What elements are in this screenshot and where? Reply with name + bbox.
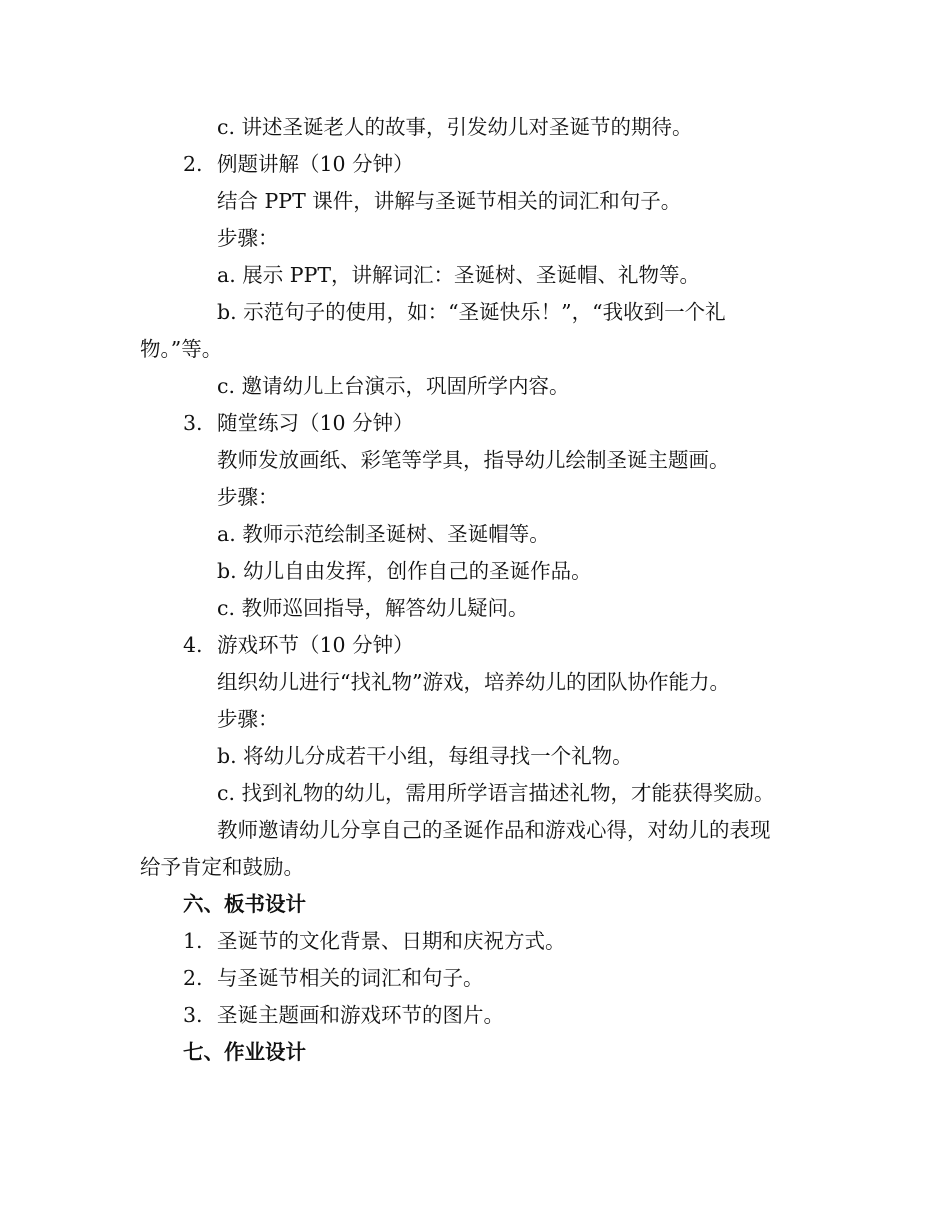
list-number: 2. bbox=[183, 966, 203, 990]
step-b-free-creation: b. 幼儿自由发挥，创作自己的圣诞作品。 bbox=[217, 559, 592, 583]
paragraph-ppt-explanation: 结合 PPT 课件，讲解与圣诞节相关的词汇和句子。 bbox=[217, 189, 682, 213]
steps-label: 步骤： bbox=[217, 226, 279, 250]
step-a-teacher-demo: a. 教师示范绘制圣诞树、圣诞帽等。 bbox=[217, 522, 550, 546]
paragraph-find-gift-game: 组织幼儿进行“找礼物”游戏，培养幼儿的团队协作能力。 bbox=[217, 670, 730, 694]
step-b-continuation: 物。”等。 bbox=[140, 337, 223, 361]
list-number: 2. bbox=[183, 152, 203, 176]
list-number: 3. bbox=[183, 411, 203, 435]
step-b-group-split: b. 将幼儿分成若干小组，每组寻找一个礼物。 bbox=[217, 744, 633, 768]
board-item-2: 2. 与圣诞节相关的词汇和句子。 bbox=[183, 966, 484, 990]
step-b-demonstrate-sentences: b. 示范句子的使用，如：“圣诞快乐！”，“我收到一个礼 bbox=[217, 300, 726, 324]
list-number: 1. bbox=[183, 929, 203, 953]
steps-label: 步骤： bbox=[217, 485, 279, 509]
item-2-example-explanation: 2. 例题讲解（10 分钟） bbox=[183, 152, 414, 176]
paragraph-sharing-continuation: 给予肯定和鼓励。 bbox=[140, 855, 304, 879]
list-number: 3. bbox=[183, 1003, 203, 1027]
board-item-1: 1. 圣诞节的文化背景、日期和庆祝方式。 bbox=[183, 929, 566, 953]
step-c-story: c. 讲述圣诞老人的故事，引发幼儿对圣诞节的期待。 bbox=[217, 115, 693, 139]
steps-label: 步骤： bbox=[217, 707, 279, 731]
step-c-teacher-guidance: c. 教师巡回指导，解答幼儿疑问。 bbox=[217, 596, 529, 620]
section-heading-board-design: 六、板书设计 bbox=[183, 892, 306, 916]
item-3-practice: 3. 随堂练习（10 分钟） bbox=[183, 411, 414, 435]
step-c-describe-gift: c. 找到礼物的幼儿，需用所学语言描述礼物，才能获得奖励。 bbox=[217, 781, 775, 805]
board-item-3: 3. 圣诞主题画和游戏环节的图片。 bbox=[183, 1003, 504, 1027]
paragraph-drawing-supplies: 教师发放画纸、彩笔等学具，指导幼儿绘制圣诞主题画。 bbox=[217, 448, 730, 472]
step-c-invite-children: c. 邀请幼儿上台演示，巩固所学内容。 bbox=[217, 374, 570, 398]
paragraph-sharing: 教师邀请幼儿分享自己的圣诞作品和游戏心得，对幼儿的表现 bbox=[217, 818, 771, 842]
step-a-show-ppt: a. 展示 PPT，讲解词汇：圣诞树、圣诞帽、礼物等。 bbox=[217, 263, 701, 287]
item-4-game: 4. 游戏环节（10 分钟） bbox=[183, 633, 414, 657]
list-number: 4. bbox=[183, 633, 203, 657]
section-heading-homework-design: 七、作业设计 bbox=[183, 1040, 306, 1064]
